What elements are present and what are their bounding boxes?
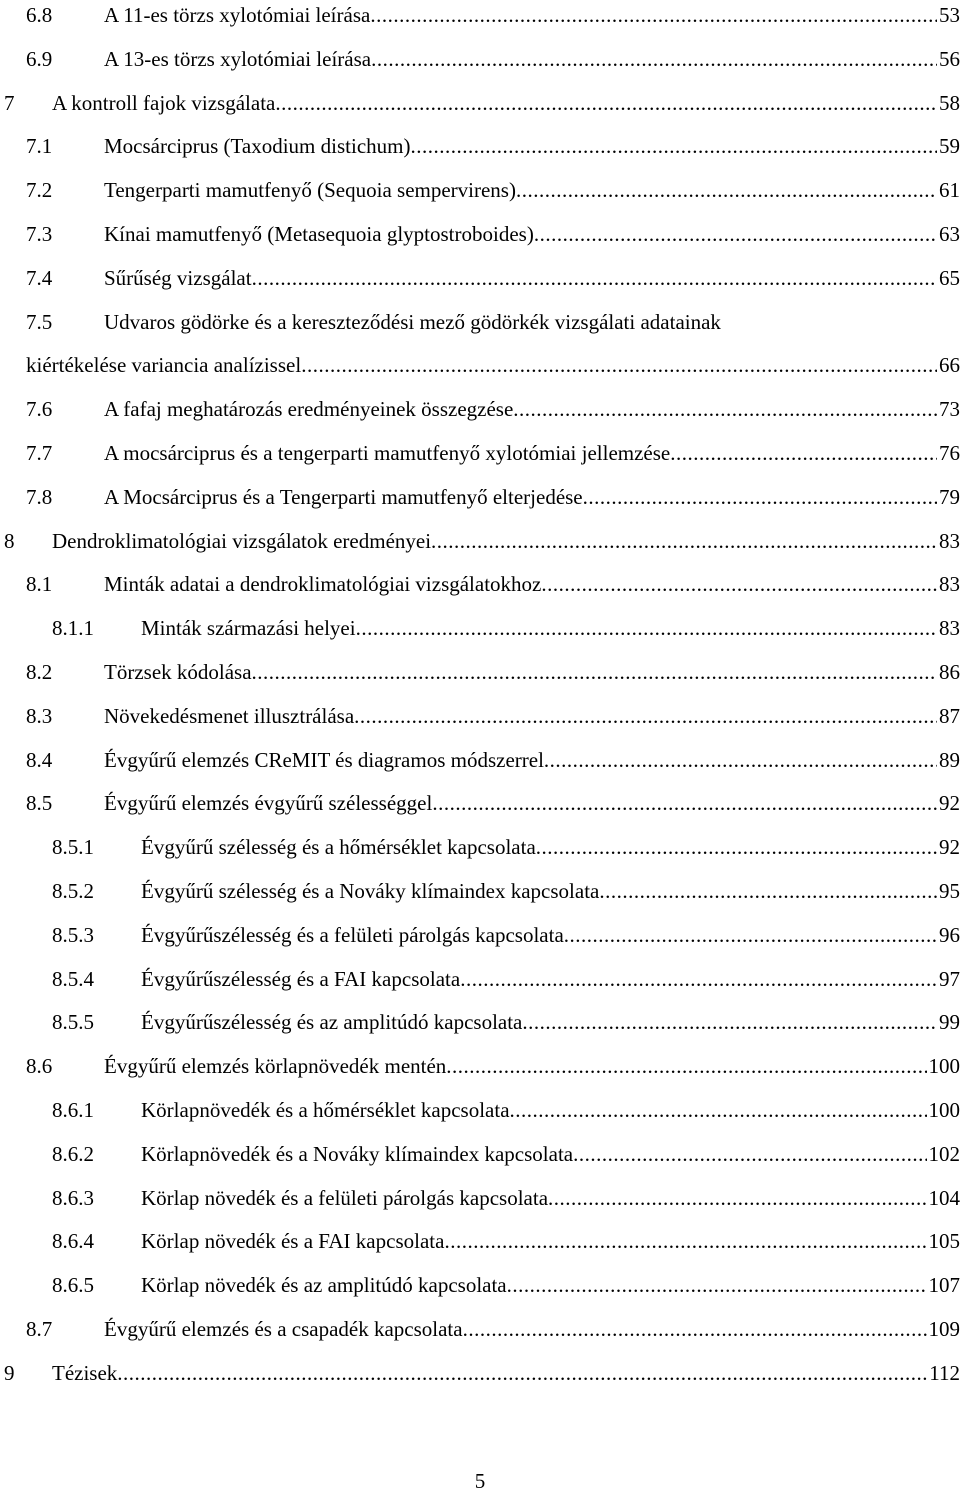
toc-entry[interactable]	[0, 1226, 960, 1256]
dot-leader	[252, 263, 937, 293]
toc-entry-page: 56	[937, 44, 960, 74]
dot-leader	[513, 394, 937, 424]
toc-entry[interactable]	[0, 175, 960, 205]
dot-leader	[536, 832, 937, 862]
toc-entry[interactable]	[0, 219, 960, 249]
toc-entry-page: 109	[927, 1314, 960, 1344]
toc-entry[interactable]	[0, 1358, 960, 1388]
page-number: 5	[0, 1466, 960, 1496]
toc-entry-page: 65	[937, 263, 960, 293]
toc-entry-page: 59	[937, 131, 960, 161]
toc-entry[interactable]	[0, 569, 960, 599]
toc-entry[interactable]	[0, 438, 960, 468]
toc-entry-number: 8.6.4	[52, 1226, 94, 1256]
toc-entry-title: Dendroklimatológiai vizsgálatok eredményei	[52, 526, 431, 556]
toc-entry-title: Évgyűrű szélesség és a Nováky klímaindex kapcsolata	[141, 876, 599, 906]
toc-entry-number: 7.6	[26, 394, 52, 424]
toc-entry[interactable]	[0, 788, 960, 818]
toc-entry-page: 58	[937, 88, 960, 118]
toc-entry-page: 105	[927, 1226, 960, 1256]
toc-entry[interactable]	[0, 1139, 960, 1169]
dot-leader	[460, 964, 937, 994]
toc-entry-page: 92	[937, 788, 960, 818]
toc-entry-title: A mocsárciprus és a tengerparti mamutfenyő xylotómiai jellemzése	[104, 438, 670, 468]
toc-entry-number: 7.4	[26, 263, 52, 293]
toc-entry-title: Kínai mamutfenyő (Metasequoia glyptostroboides)	[104, 219, 534, 249]
toc-entry-title: Évgyűrű elemzés és a csapadék kapcsolata	[104, 1314, 463, 1344]
toc-entry[interactable]	[0, 44, 960, 74]
toc-entry-title: Évgyűrű elemzés évgyűrű szélességgel	[104, 788, 432, 818]
dot-leader	[522, 1007, 937, 1037]
toc-entry-title: Tengerparti mamutfenyő (Sequoia sempervirens)	[104, 175, 516, 205]
toc-entry-number: 8.5.5	[52, 1007, 94, 1037]
dot-leader	[432, 788, 937, 818]
dot-leader	[117, 1358, 927, 1388]
toc-entry[interactable]	[0, 1314, 960, 1344]
dot-leader	[252, 657, 937, 687]
dot-leader	[463, 1314, 927, 1344]
toc-entry[interactable]	[0, 876, 960, 906]
toc-entry-page: 89	[937, 745, 960, 775]
toc-entry-page: 99	[937, 1007, 960, 1037]
toc-entry[interactable]	[0, 131, 960, 161]
toc-entry-number: 8	[4, 526, 15, 556]
toc-entry[interactable]	[0, 1270, 960, 1300]
toc-entry-number: 8.7	[26, 1314, 52, 1344]
dot-leader	[564, 920, 937, 950]
dot-leader	[599, 876, 937, 906]
toc-entry[interactable]	[0, 920, 960, 950]
toc-entry-title: A kontroll fajok vizsgálata	[52, 88, 275, 118]
dot-leader	[670, 438, 937, 468]
dot-leader	[583, 482, 937, 512]
toc-entry[interactable]	[0, 0, 960, 30]
toc-entry-page: 53	[937, 0, 960, 30]
toc-entry-title: A 11-es törzs xylotómiai leírása	[104, 0, 370, 30]
toc-entry-page: 79	[937, 482, 960, 512]
toc-entry[interactable]	[0, 613, 960, 643]
toc-entry-title: Növekedésmenet illusztrálása	[104, 701, 354, 731]
toc-entry-page: 112	[927, 1358, 960, 1388]
toc-entry-number: 7.7	[26, 438, 52, 468]
toc-entry-number: 8.1	[26, 569, 52, 599]
dot-leader	[431, 526, 937, 556]
toc-entry-page: 73	[937, 394, 960, 424]
toc-entry[interactable]	[0, 263, 960, 293]
dot-leader	[541, 569, 937, 599]
dot-leader	[371, 44, 937, 74]
toc-entry-title: Körlap növedék és az amplitúdó kapcsolata	[141, 1270, 507, 1300]
toc-entry-number: 8.1.1	[52, 613, 94, 643]
dot-leader	[370, 0, 937, 30]
toc-entry-title: Évgyűrű szélesség és a hőmérséklet kapcsolata	[141, 832, 536, 862]
dot-leader	[354, 701, 937, 731]
toc-entry-number: 8.5.3	[52, 920, 94, 950]
toc-entry-title: Sűrűség vizsgálat	[104, 263, 252, 293]
toc-entry-title: A 13-es törzs xylotómiai leírása	[104, 44, 371, 74]
toc-entry-number: 7	[4, 88, 15, 118]
toc-entry-number: 8.6.1	[52, 1095, 94, 1125]
toc-entry[interactable]	[0, 657, 960, 687]
toc-entry-number: 7.2	[26, 175, 52, 205]
toc-entry[interactable]	[0, 745, 960, 775]
toc-entry-title: Minták származási helyei	[141, 613, 356, 643]
toc-entry-number: 8.6.2	[52, 1139, 94, 1169]
toc-entry[interactable]	[0, 394, 960, 424]
toc-entry-page: 107	[927, 1270, 960, 1300]
toc-entry[interactable]	[0, 307, 960, 337]
toc-entry-number: 7.8	[26, 482, 52, 512]
toc-entry-number: 6.9	[26, 44, 52, 74]
toc-entry-title: Körlapnövedék és a Nováky klímaindex kapcsolata	[141, 1139, 573, 1169]
toc-entry-number: 8.2	[26, 657, 52, 687]
toc-entry-title: A fafaj meghatározás eredményeinek összegzése	[104, 394, 513, 424]
toc-entry[interactable]	[0, 832, 960, 862]
dot-leader	[516, 175, 937, 205]
toc-entry-page: 63	[937, 219, 960, 249]
toc-entry[interactable]	[0, 482, 960, 512]
toc-entry-title: Törzsek kódolása	[104, 657, 252, 687]
toc-entry-title: Évgyűrűszélesség és az amplitúdó kapcsolata	[141, 1007, 522, 1037]
toc-entry-number: 6.8	[26, 0, 52, 30]
toc-entry[interactable]	[0, 1095, 960, 1125]
toc-entry-number: 8.4	[26, 745, 52, 775]
toc-entry-number: 9	[4, 1358, 15, 1388]
dot-leader	[544, 745, 937, 775]
toc-entry[interactable]	[0, 1051, 960, 1081]
dot-leader	[507, 1270, 927, 1300]
toc-entry-page: 66	[937, 350, 960, 380]
toc-entry-page: 100	[927, 1051, 960, 1081]
toc-entry-title: Évgyűrűszélesség és a FAI kapcsolata	[141, 964, 460, 994]
toc-entry-number: 7.3	[26, 219, 52, 249]
toc-entry-number: 8.5.2	[52, 876, 94, 906]
toc-entry-title: Udvaros gödörke és a kereszteződési mező gödörkék vizsgálati adatainak	[104, 307, 721, 337]
toc-entry-title: A Mocsárciprus és a Tengerparti mamutfenyő elterjedése	[104, 482, 583, 512]
dot-leader	[548, 1183, 926, 1213]
toc-entry-title: Körlap növedék és a FAI kapcsolata	[141, 1226, 444, 1256]
toc-entry-number: 8.5.4	[52, 964, 94, 994]
toc-entry[interactable]	[0, 964, 960, 994]
toc-entry-page: 86	[937, 657, 960, 687]
toc-entry-page: 87	[937, 701, 960, 731]
toc-entry-page: 76	[937, 438, 960, 468]
toc-entry-page: 104	[927, 1183, 960, 1213]
toc-entry-number: 8.5	[26, 788, 52, 818]
toc-entry-title: Évgyűrű elemzés CReMIT és diagramos módszerrel	[104, 745, 544, 775]
toc-entry-page: 61	[937, 175, 960, 205]
toc-entry-continuation[interactable]	[0, 350, 960, 380]
dot-leader	[444, 1226, 926, 1256]
toc-entry-page: 83	[937, 526, 960, 556]
toc-entry-title: Körlapnövedék és a hőmérséklet kapcsolata	[141, 1095, 510, 1125]
toc-entry-page: 83	[937, 613, 960, 643]
toc-entry-title: Tézisek	[52, 1358, 117, 1388]
dot-leader	[446, 1051, 926, 1081]
toc-entry-number: 8.6.3	[52, 1183, 94, 1213]
dot-leader	[356, 613, 937, 643]
toc-entry-title: Mocsárciprus (Taxodium distichum)	[104, 131, 410, 161]
dot-leader	[573, 1139, 926, 1169]
toc-entry-page: 92	[937, 832, 960, 862]
dot-leader	[410, 131, 937, 161]
toc-entry-page: 83	[937, 569, 960, 599]
toc-entry[interactable]	[0, 1183, 960, 1213]
toc-entry-number: 8.3	[26, 701, 52, 731]
toc-entry-title: Évgyűrűszélesség és a felületi párolgás kapcsolata	[141, 920, 564, 950]
toc-entry-page: 97	[937, 964, 960, 994]
toc-entry-page: 102	[927, 1139, 960, 1169]
toc-entry[interactable]	[0, 526, 960, 556]
toc-entry-page: 95	[937, 876, 960, 906]
toc-entry[interactable]	[0, 701, 960, 731]
toc-entry-number: 7.5	[26, 307, 52, 337]
toc-entry-title-continuation: kiértékelése variancia analízissel	[26, 350, 301, 380]
toc-entry[interactable]	[0, 1007, 960, 1037]
toc-entry-number: 7.1	[26, 131, 52, 161]
dot-leader	[534, 219, 937, 249]
toc-entry-page: 96	[937, 920, 960, 950]
toc-entry-title: Minták adatai a dendroklimatológiai vizsgálatokhoz	[104, 569, 541, 599]
dot-leader	[510, 1095, 927, 1125]
toc-entry-number: 8.6.5	[52, 1270, 94, 1300]
toc-entry-number: 8.5.1	[52, 832, 94, 862]
toc-entry-title: Körlap növedék és a felületi párolgás kapcsolata	[141, 1183, 548, 1213]
dot-leader	[301, 350, 937, 380]
dot-leader	[275, 88, 937, 118]
toc-entry-page: 100	[927, 1095, 960, 1125]
toc-entry-title: Évgyűrű elemzés körlapnövedék mentén	[104, 1051, 446, 1081]
toc-entry[interactable]	[0, 88, 960, 118]
toc-entry-number: 8.6	[26, 1051, 52, 1081]
